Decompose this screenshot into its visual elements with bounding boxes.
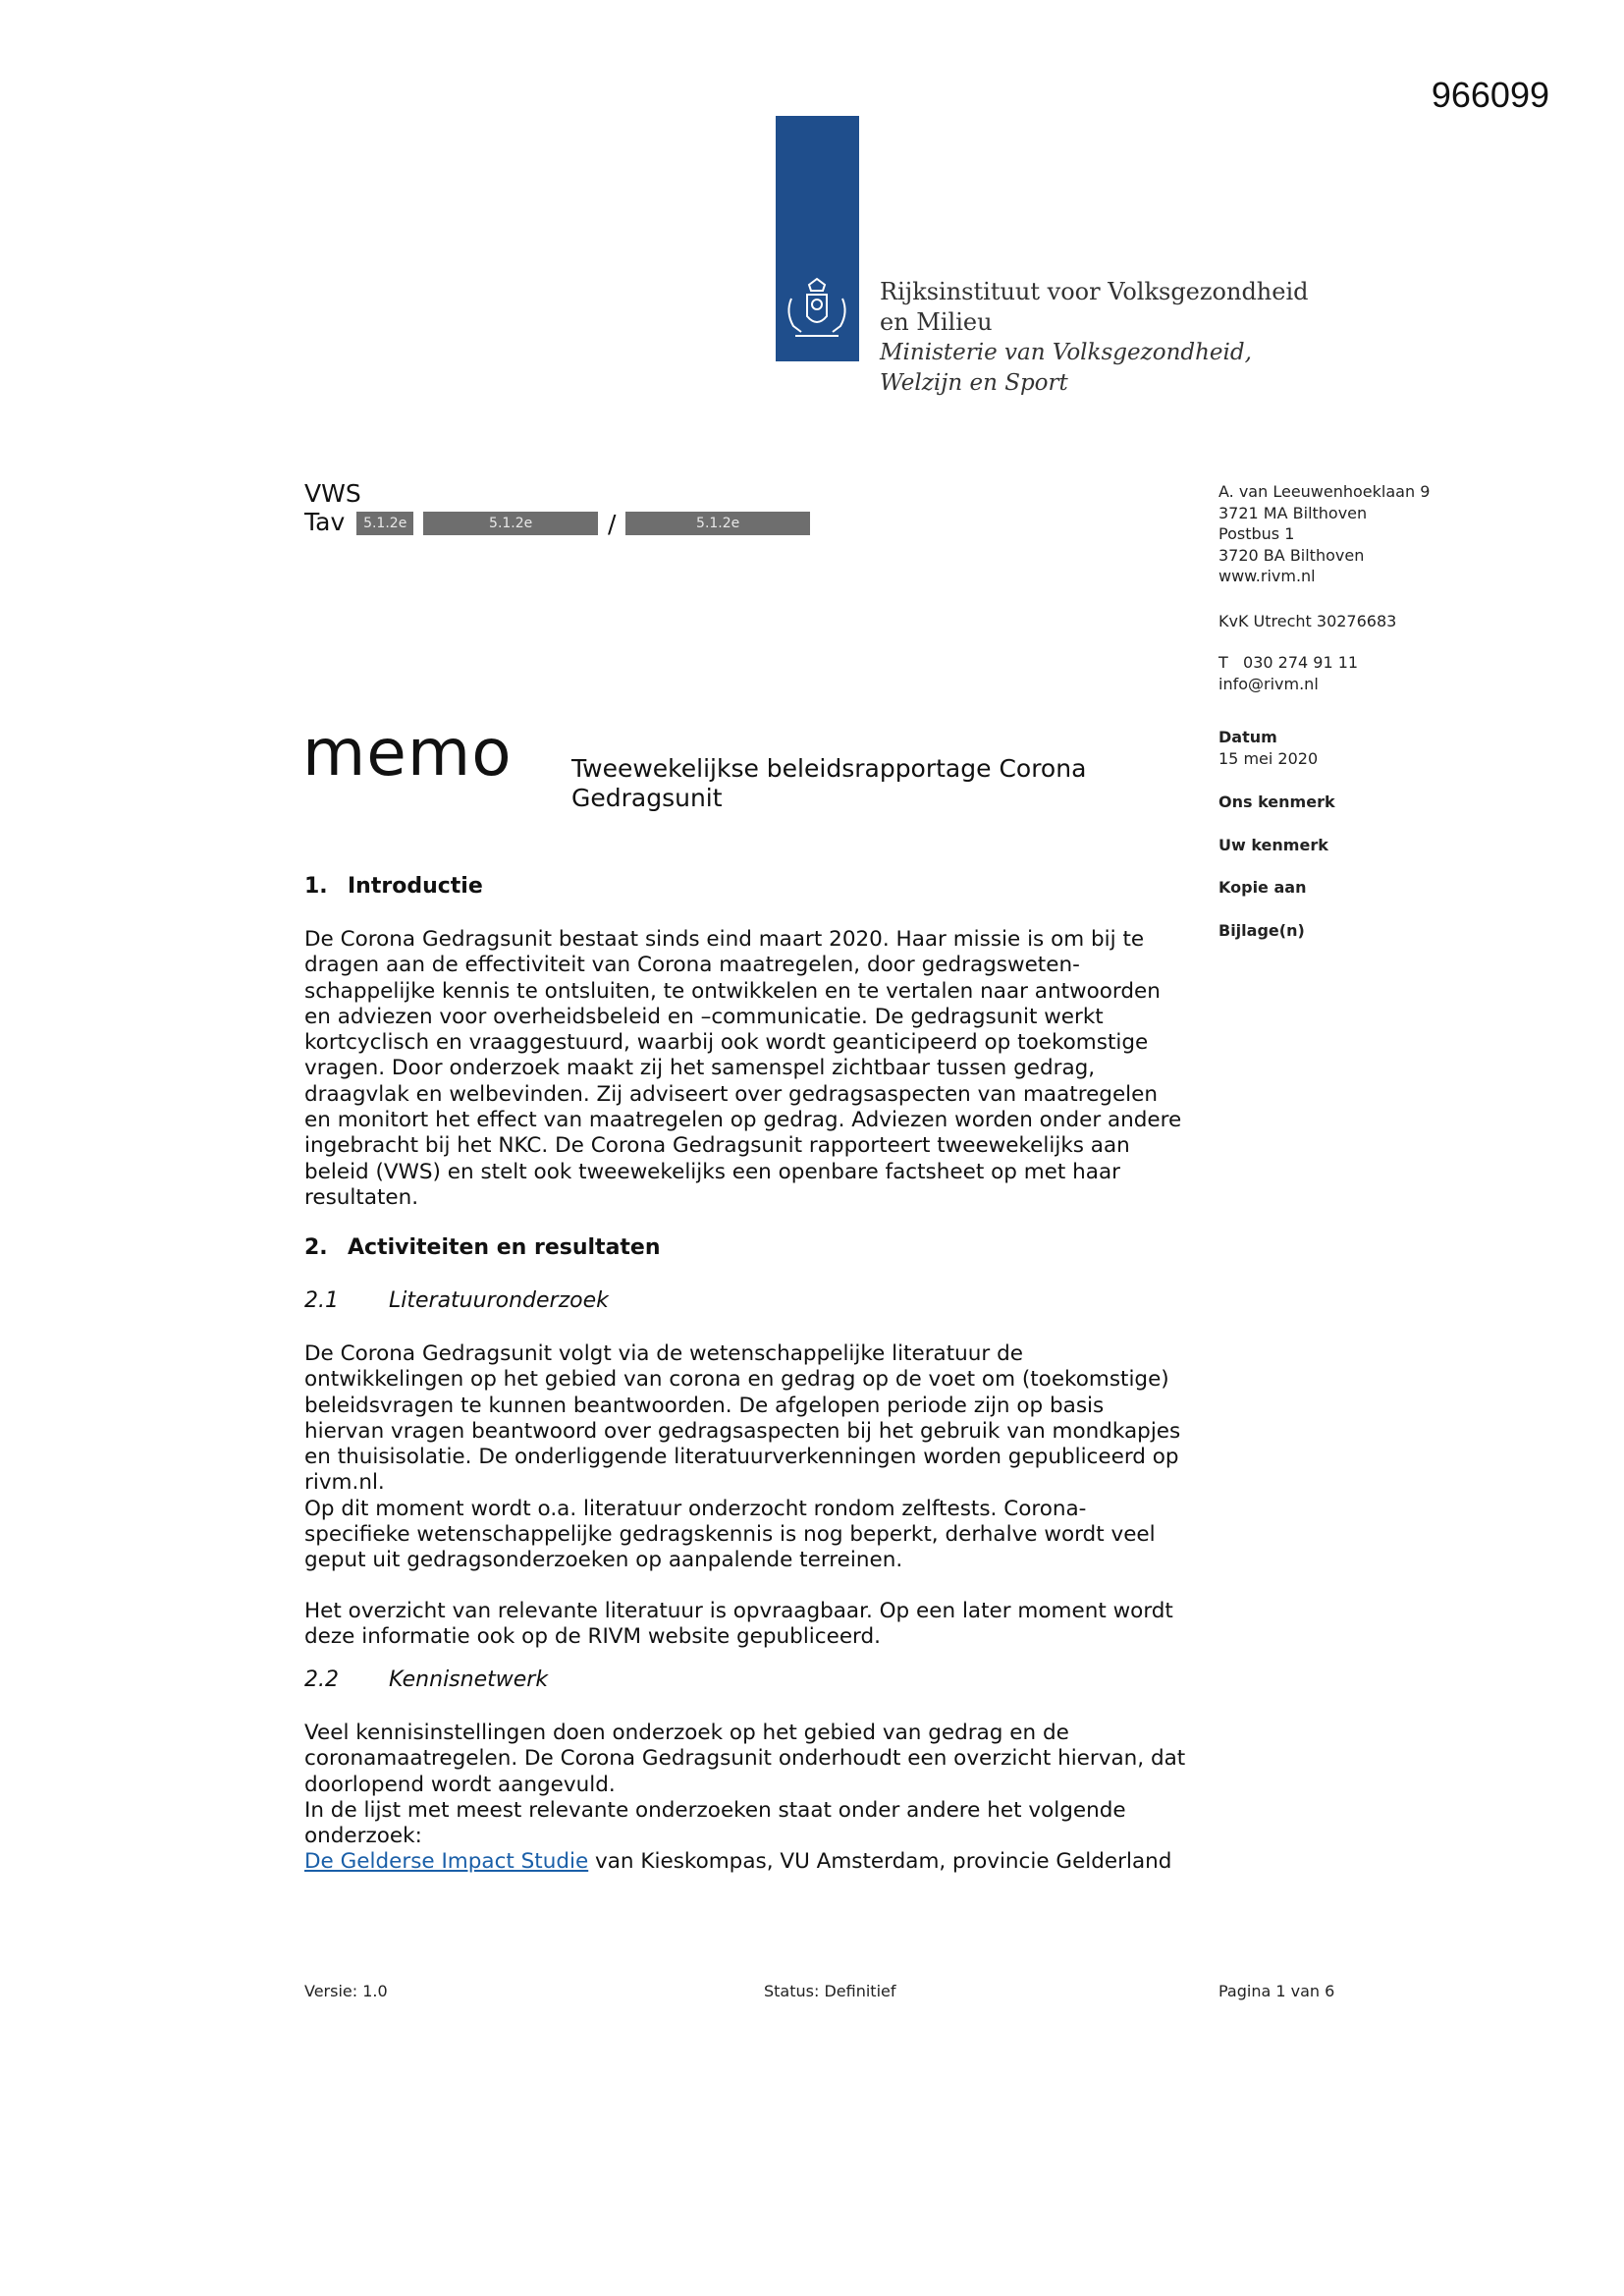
recipient-tav-line bbox=[304, 508, 810, 538]
footer-version: Versie: 1.0 bbox=[304, 1982, 388, 2000]
datum-value: 15 mei 2020 bbox=[1218, 749, 1319, 768]
logo-line-3: Ministerie van Volksgezondheid, bbox=[880, 340, 1252, 365]
subject bbox=[571, 754, 1086, 813]
link-suffix: van Kieskompas, VU Amsterdam, provincie Gelderland bbox=[588, 1849, 1172, 1875]
address-line: 3721 MA Bilthoven bbox=[1218, 503, 1368, 522]
datum-label: Datum bbox=[1218, 728, 1277, 746]
recipient-block bbox=[304, 479, 810, 538]
address-line: 3720 BA Bilthoven bbox=[1218, 545, 1365, 565]
logo-line-1: Rijksinstituut voor Volksgezondheid bbox=[880, 278, 1309, 305]
address-line: A. van Leeuwenhoeklaan 9 bbox=[1218, 482, 1431, 501]
logo-text bbox=[880, 277, 1309, 399]
email-link[interactable]: info@rivm.nl bbox=[1218, 675, 1319, 693]
redaction-box: 5.1.2e bbox=[356, 512, 413, 535]
website-link[interactable]: www.rivm.nl bbox=[1218, 567, 1316, 585]
footer-status: Status: Definitief bbox=[764, 1982, 896, 2000]
ons-kenmerk-label: Ons kenmerk bbox=[1218, 793, 1335, 811]
section-2-1-body-b: Het overzicht van relevante literatuur is opvraagbaar. Op een later moment wordt deze informatie ook op de RIVM website gepubliceerd. bbox=[304, 1599, 1173, 1650]
memo-title: memo bbox=[302, 715, 513, 791]
subsection-heading-2-2: 2.2 Kennisnetwerk bbox=[304, 1667, 549, 1692]
document-number: 966099 bbox=[1431, 75, 1549, 115]
logo-line-4: Welzijn en Sport bbox=[880, 370, 1068, 396]
separator: / bbox=[607, 509, 617, 538]
footer-page: Pagina 1 van 6 bbox=[1218, 1982, 1335, 2000]
section-heading-2: 2. Activiteiten en resultaten bbox=[304, 1235, 661, 1260]
redaction-box: 5.1.2e bbox=[625, 512, 810, 535]
sender-address bbox=[1218, 481, 1430, 587]
tav-label: Tav bbox=[304, 508, 346, 536]
kvk-number: KvK Utrecht 30276683 bbox=[1218, 612, 1397, 630]
uw-kenmerk-label: Uw kenmerk bbox=[1218, 836, 1328, 854]
section-1-body: De Corona Gedragsunit bestaat sinds eind maart 2020. Haar missie is om bij te dragen aan de effectiviteit van Corona maatregelen, door gedragsweten- schappelijke kennis te ontsluiten, te ontwikkelen en te vertalen naar antwoorden en adviezen voor overheidsbeleid en –communicatie. De gedragsunit werkt kortcyclisch en vraaggestuurd, waarbij ook wordt geanticipeerd op toekomstige vragen. Door onderzoek maakt zij het samenspel zichtbaar tussen gedrag, draagvlak en welbevinden. Zij adviseert over gedragsaspecten van maatregelen en monitort het effect van maatregelen op gedrag. Adviezen worden onder andere ingebracht bij het NKC. De Corona Gedragsunit rapporteert tweewekelijks aan beleid (VWS) en stelt ook tweewekelijks een openbare factsheet op met haar resultaten. bbox=[304, 927, 1182, 1210]
section-2-2-body: Veel kennisinstellingen doen onderzoek op het gebied van gedrag en de coronamaatregelen. De Corona Gedragsunit onderhoudt een overzicht hiervan, dat doorlopend wordt aangevuld. In de lijst met meest relevante onderzoeken staat onder andere het volgende onderzoek: De Gelderse Impact Studie van Kieskompas, VU Amsterdam, provincie Gelderland bbox=[304, 1721, 1186, 1875]
section-heading-1: 1. Introductie bbox=[304, 874, 483, 899]
logo-line-2: en Milieu bbox=[880, 308, 993, 336]
kopie-aan-label: Kopie aan bbox=[1218, 878, 1307, 897]
gelderse-impact-studie-link[interactable]: De Gelderse Impact Studie bbox=[304, 1849, 589, 1875]
section-2-1-body: De Corona Gedragsunit volgt via de wetenschappelijke literatuur de ontwikkelingen op het gebied van corona en gedrag op de voet om (toekomstige) beleidsvragen te kunnen beantwoorden. De afgelopen periode zijn op basis hiervan vragen beantwoord over gedragsaspecten bij het gebruik van mondkapjes en thuisisolatie. De onderliggende literatuurverkenningen worden gepubliceerd op rivm.nl. Op dit moment wordt o.a. literatuur onderzocht rondom zelftests. Corona- specifieke wetenschappelijke gedragskennis is nog beperkt, derhalve wordt veel geput uit gedragsonderzoeken op aanpalende terreinen. bbox=[304, 1341, 1181, 1573]
redaction-box: 5.1.2e bbox=[423, 512, 598, 535]
bijlagen-label: Bijlage(n) bbox=[1218, 921, 1305, 940]
phone-number: T 030 274 91 11 bbox=[1218, 653, 1359, 672]
subject-line: Gedragsunit bbox=[571, 784, 723, 812]
subsection-heading-2-1: 2.1 Literatuuronderzoek bbox=[304, 1288, 609, 1313]
subject-line: Tweewekelijkse beleidsrapportage Corona bbox=[571, 754, 1087, 783]
address-line: Postbus 1 bbox=[1218, 524, 1295, 543]
recipient-org: VWS bbox=[304, 479, 361, 508]
crest-icon bbox=[780, 277, 854, 346]
